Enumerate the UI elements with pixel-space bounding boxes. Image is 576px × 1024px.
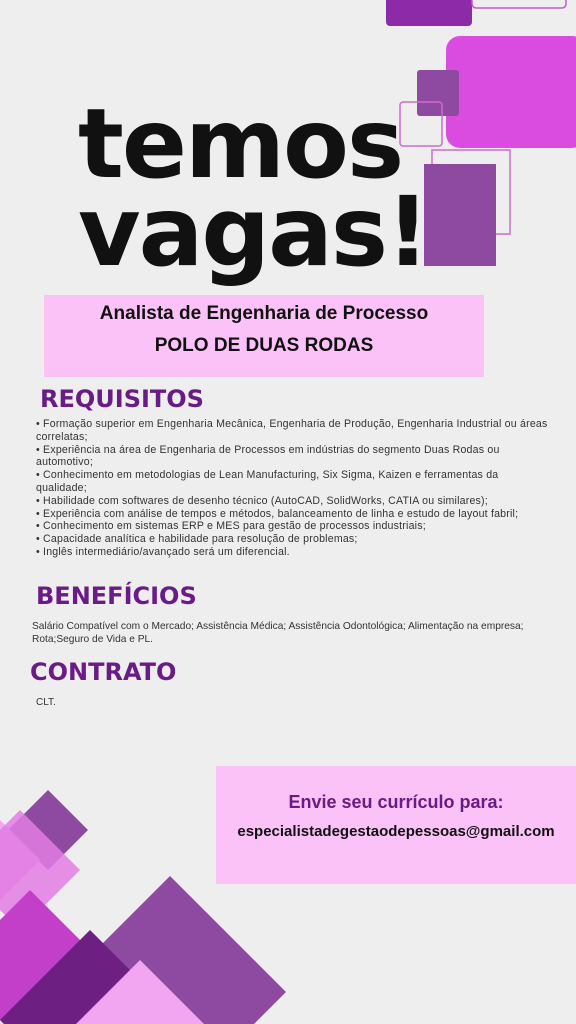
- cta-box: [216, 766, 576, 884]
- requirement-item: • Habilidade com softwares de desenho técnico (AutoCAD, SolidWorks, CATIA ou similares);: [36, 494, 488, 507]
- benefits-heading: BENEFÍCIOS: [36, 582, 197, 610]
- requirement-item: • Experiência na área de Engenharia de Processos em indústrias do segmento Duas Rodas ou automotivo;: [36, 443, 500, 469]
- headline-line1: temos: [78, 88, 403, 200]
- job-title: Analista de Engenharia de Processo: [99, 303, 429, 324]
- headline: [78, 88, 428, 288]
- requirements-list: [36, 418, 548, 559]
- job-subtitle: POLO DE DUAS RODAS: [154, 335, 374, 356]
- requirement-item: • Experiência com análise de tempos e métodos, balanceamento de linha e estudo de layout fabril;: [36, 507, 519, 520]
- cta-email: especialistadegestaodepessoas@gmail.com: [237, 823, 555, 840]
- requirement-item: • Conhecimento em sistemas ERP e MES para gestão de processos industriais;: [36, 520, 426, 533]
- benefits-text: Salário Compatível com o Mercado; Assistência Médica; Assistência Odontológica; Alimentação na empresa; Rota;Seguro de Vida e PL.: [32, 621, 524, 645]
- contract-text: CLT.: [36, 697, 56, 708]
- requirement-item: • Inglês intermediário/avançado será um diferencial.: [36, 545, 290, 558]
- requirement-item: • Conhecimento em metodologias de Lean Manufacturing, Six Sigma, Kaizen e ferramentas da qualidade;: [36, 469, 499, 494]
- requirement-item: • Formação superior em Engenharia Mecânica, Engenharia de Produção, Engenharia Industrial ou áreas correlatas;: [36, 418, 548, 443]
- job-title-box: [44, 295, 484, 377]
- requirements-heading: REQUISITOS: [40, 385, 204, 413]
- contract-heading: CONTRATO: [30, 658, 177, 686]
- headline-line2: vagas!: [78, 176, 428, 288]
- requirement-item: • Capacidade analítica e habilidade para resolução de problemas;: [36, 533, 358, 546]
- cta-label: Envie seu currículo para:: [288, 792, 504, 812]
